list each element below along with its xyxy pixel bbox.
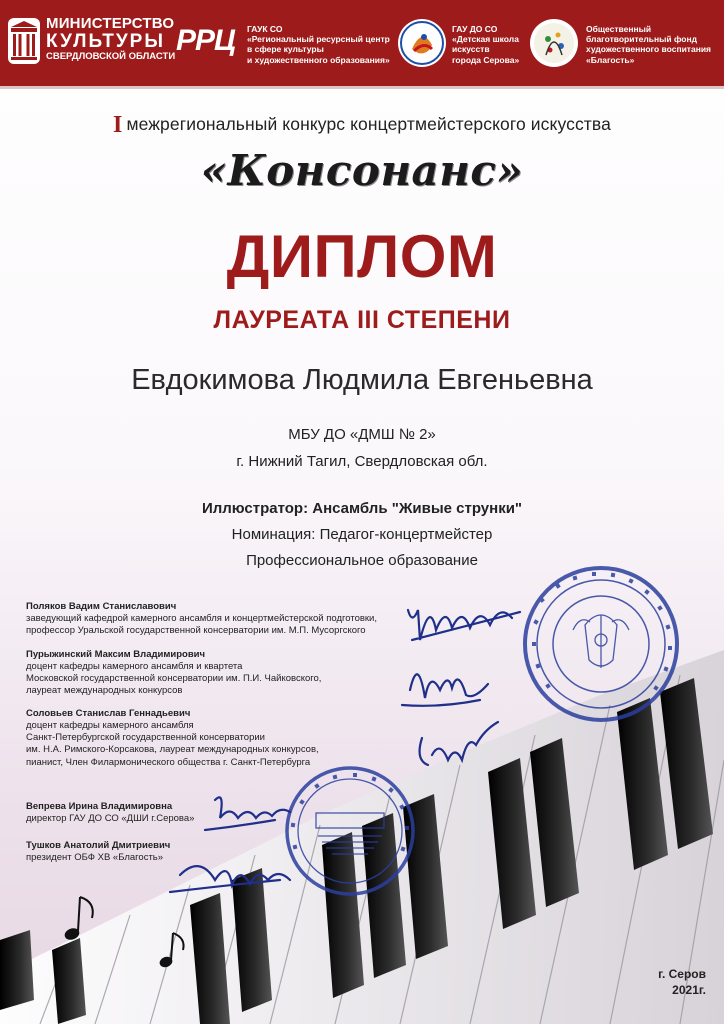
jury-title-line: лауреат международных конкурсов <box>26 685 183 697</box>
jury-member <box>26 649 321 698</box>
art-school-line: ГАУ ДО СО <box>452 24 498 34</box>
jury-title-line: Московской государственной консерватории им. П.И. Чайковского, <box>26 673 322 685</box>
fund-line: художественного воспитания <box>586 44 712 55</box>
ministry-line: КУЛЬТУРЫ <box>46 30 165 52</box>
contest-title-text: межрегиональный конкурс концертмейстерского искусства <box>126 114 611 134</box>
school-name: МБУ ДО «ДМШ № 2» <box>288 426 436 443</box>
signature-polyakov <box>408 610 520 640</box>
laureate-degree: ЛАУРЕАТА III СТЕПЕНИ <box>213 306 511 334</box>
jury-member <box>26 708 319 769</box>
recipient-name: Евдокимова Людмила Евгеньевна <box>131 364 593 396</box>
signature-solovyov <box>420 722 498 765</box>
jury-title-line: пианист, Член Филармонического общества г. Санкт-Петербурга <box>26 756 311 768</box>
category-line: Профессиональное образование <box>246 552 478 569</box>
rrc-line: ГАУК СО <box>247 24 283 34</box>
rrc-line: и художественного образования» <box>247 54 390 65</box>
place-city: г. Серов <box>658 967 706 981</box>
signature-vepreva <box>205 797 290 830</box>
jury-title-line: директор ГАУ ДО СО «ДШИ г.Серова» <box>26 813 195 825</box>
illustrator-line: Иллюстратор: Ансамбль "Живые струнки" <box>201 500 523 517</box>
fund-line: «Благость» <box>586 54 635 65</box>
jury-title-line: заведующий кафедрой камерного ансамбля и концертмейстерской подготовки, <box>26 613 377 625</box>
fund-round-stamp-icon <box>287 768 413 894</box>
jury-name: Тушков Анатолий Дмитриевич <box>26 840 171 851</box>
contest-title <box>0 112 724 139</box>
place-year: 2021г. <box>672 983 706 998</box>
fund-line: Общественный <box>586 24 652 34</box>
contest-name: «Консонанс» <box>200 146 524 195</box>
jury-title-line: им. Н.А. Римского-Корсакова, лауреат международных конкурсов, <box>26 744 319 756</box>
art-school-line: «Детская школа <box>452 34 519 45</box>
jury-title-line: Санкт-Петербургской государственной консерватории <box>26 732 265 744</box>
jury-member <box>26 801 194 825</box>
jury-name: Поляков Вадим Станиславович <box>26 601 177 612</box>
contest-number: I <box>113 112 123 138</box>
jury-member <box>26 840 170 864</box>
jury-title-line: президент ОБФ ХВ «Благость» <box>26 852 164 864</box>
rrc-line: «Региональный ресурсный центр <box>247 34 390 45</box>
art-school-line: города Серова» <box>452 54 520 65</box>
city-name: г. Нижний Тагил, Свердловская обл. <box>236 453 488 470</box>
jury-title-line: доцент кафедры камерного ансамбля и квартета <box>26 661 243 673</box>
nomination-line: Номинация: Педагог-концертмейстер <box>231 526 493 543</box>
jury-member <box>26 601 377 637</box>
place-and-date <box>658 966 706 998</box>
rrc-logo: РРЦ <box>176 24 235 57</box>
signature-puryzhinsky <box>402 674 488 706</box>
jury-name: Вепрева Ирина Владимировна <box>26 801 173 812</box>
jury-name: Пурыжинский Максим Владимирович <box>26 649 206 660</box>
jury-name: Соловьев Станислав Геннадьевич <box>26 708 191 719</box>
fund-line: благотворительный фонд <box>586 34 698 45</box>
official-round-stamp-icon <box>525 568 677 720</box>
ministry-line: СВЕРДЛОВСКОЙ ОБЛАСТИ <box>46 50 176 62</box>
ministry-line: МИНИСТЕРСТВО <box>46 15 175 32</box>
art-school-line: искусств <box>452 44 490 55</box>
signature-tushkov <box>170 866 290 892</box>
diploma-title: ДИПЛОМ <box>226 223 498 290</box>
jury-title-line: профессор Уральской государственной консерватории им. М.П. Мусоргского <box>26 625 366 637</box>
jury-title-line: доцент кафедры камерного ансамбля <box>26 720 194 732</box>
rrc-line: в сфере культуры <box>247 44 324 55</box>
